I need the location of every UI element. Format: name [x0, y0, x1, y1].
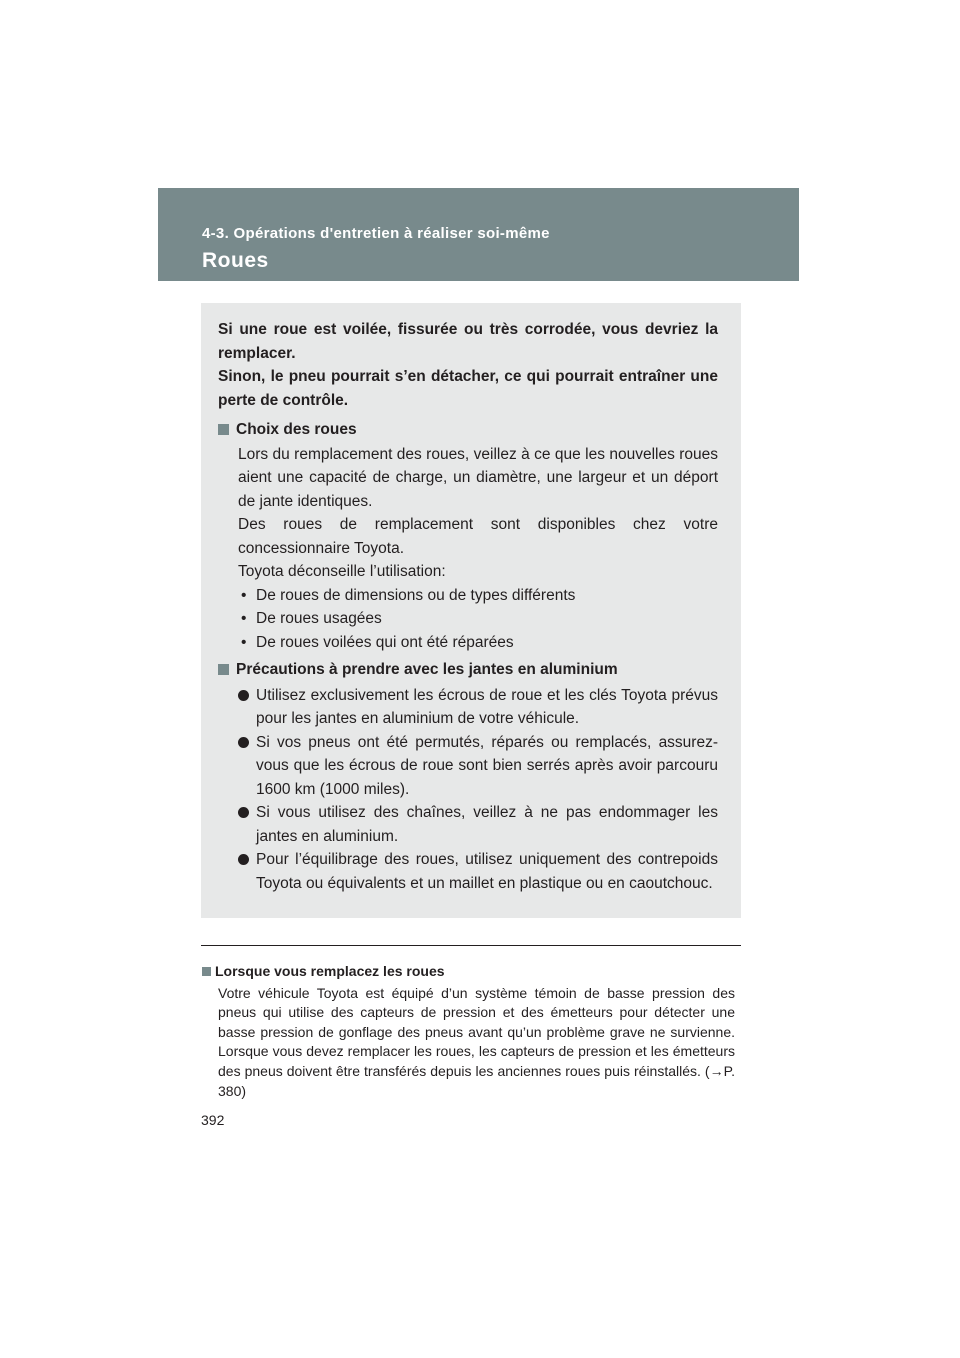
list-item: • De roues voilées qui ont été réparées: [238, 631, 718, 655]
list-item-text: Si vos pneus ont été permutés, réparés ou remplacés, assurez-vous que les écrous de roue sont bien serrés après avoir parcouru 1600 km (1000 miles).: [256, 733, 718, 798]
list-item: [238, 848, 718, 895]
list-item: [238, 801, 718, 848]
circle-bullet-icon: [238, 807, 249, 818]
choice-heading: [218, 418, 718, 442]
note-heading-text: Lorsque vous remplacez les roues: [215, 963, 445, 979]
page-number: 392: [201, 1112, 225, 1128]
list-item: [238, 731, 718, 802]
square-bullet-icon: [202, 967, 211, 976]
precautions-heading: [218, 658, 718, 682]
intro-line: Sinon, le pneu pourrait s’en détacher, ce qui pourrait entraîner une perte de contrôle.: [218, 368, 718, 409]
choice-paragraph: Toyota déconseille l’utilisation:: [238, 563, 446, 580]
intro-warning: [218, 318, 718, 412]
list-item-text: Utilisez exclusivement les écrous de roue et les clés Toyota prévus pour les jantes en aluminium de votre véhicule.: [256, 686, 718, 727]
choice-paragraph: Des roues de remplacement sont disponibles chez votre concessionnaire Toyota.: [238, 516, 718, 557]
precautions-list: [238, 684, 718, 896]
square-bullet-icon: [218, 424, 229, 435]
square-bullet-icon: [218, 664, 229, 675]
note-text: Votre véhicule Toyota est équipé d’un système témoin de basse pression des pneus qui utilise des capteurs de pression et des émetteurs pour détecter une basse pression de gonflage des pneus avant qu’un problème grave ne survienne. Lorsque vous devez remplacer les roues, les capteurs de pression et les émetteurs des pneus doivent être transférés depuis les anciennes roues puis réinstallés. (→P. 380): [218, 984, 735, 1099]
divider: [201, 945, 741, 946]
choice-list: [238, 584, 718, 655]
circle-bullet-icon: [238, 737, 249, 748]
choice-paragraph: Lors du remplacement des roues, veillez à ce que les nouvelles roues aient une capacité de charge, un diamètre, une largeur et un déport de jante identiques.: [238, 445, 718, 510]
list-item-text: Si vous utilisez des chaînes, veillez à ne pas endommager les jantes en aluminium.: [256, 804, 718, 845]
list-item: [238, 684, 718, 731]
note-section: [207, 962, 735, 1101]
list-item: • De roues de dimensions ou de types différents: [238, 584, 718, 608]
circle-bullet-icon: [238, 690, 249, 701]
info-box: [201, 303, 741, 918]
list-item-text: Pour l’équilibrage des roues, utilisez uniquement des contrepoids Toyota ou équivalents et un maillet en plastique ou en caoutchouc.: [256, 851, 718, 892]
list-item: • De roues usagées: [238, 607, 718, 631]
precautions-heading-text: Précautions à prendre avec les jantes en aluminium: [236, 661, 618, 678]
note-heading: [202, 962, 735, 982]
section-label: 4-3. Opérations d'entretien à réaliser soi-même: [202, 225, 550, 242]
choice-heading-text: Choix des roues: [236, 421, 357, 438]
intro-line: Si une roue est voilée, fissurée ou très corrodée, vous devriez la remplacer.: [218, 321, 718, 362]
page-title: Roues: [202, 249, 269, 272]
circle-bullet-icon: [238, 854, 249, 865]
section-header: [158, 188, 799, 281]
